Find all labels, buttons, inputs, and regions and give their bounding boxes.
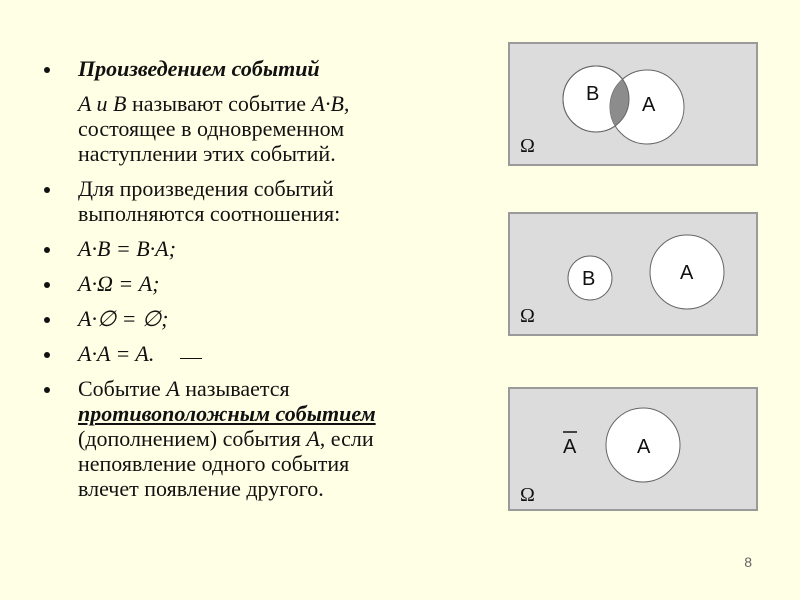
text-line: Для произведения событий [78,176,334,201]
bullet-list [40,56,460,511]
overbar-mark [180,358,202,359]
text-fragment: называется [179,376,290,401]
label-b: B [582,268,596,290]
label-a: A [637,436,651,458]
formula: A·B = B·A; [78,236,176,261]
bullet-product-definition [40,56,460,81]
event-a: A [306,426,320,451]
bullet-dot [44,67,50,73]
omega-label: Ω [520,135,535,157]
text-line: состоящее в одновременном [78,116,345,141]
venn-intersection-diagram [510,44,756,164]
venn-panel-intersection [508,42,758,166]
event-a: A [166,376,180,401]
venn-disjoint-diagram [510,214,756,334]
label-a: A [680,262,694,284]
page-number: 8 [744,554,752,570]
formula: A·∅ = ∅; [78,306,169,331]
label-a: A [642,94,656,116]
omega-label: Ω [520,484,535,506]
text-line: влечет появление другого. [78,476,324,501]
bullet-dot [44,387,50,393]
bullet-dot [44,247,50,253]
label-b: B [586,83,600,105]
formula: A·A = A. [78,341,155,366]
bullet-dot [44,187,50,193]
text-line: непоявление одного события [78,451,350,476]
events-a-b: A и B [78,91,127,116]
term-complement: противоположным событием [78,401,376,426]
term-product: Произведением событий [78,56,320,81]
text-fragment: называют событие [126,91,312,116]
bullet-commutative [40,236,460,261]
text-line: наступлении этих событий. [78,141,336,166]
formula: A·Ω = A; [78,271,160,296]
text-fragment: Событие [78,376,167,401]
bullet-omega [40,271,460,296]
text-line: выполняются соотношения: [78,201,341,226]
venn-panel-complement [508,387,758,511]
bullet-complement [40,376,460,501]
bullet-dot [44,282,50,288]
omega-label: Ω [520,305,535,327]
label-a-complement: A [563,436,577,458]
product-ab: A·B, [311,91,350,116]
bullet-dot [44,317,50,323]
product-definition-text [40,91,460,166]
bullet-dot [44,352,50,358]
venn-panel-disjoint [508,212,758,336]
venn-complement-diagram [510,389,756,509]
text-fragment: , если [319,426,374,451]
text-fragment: (дополнением) события [78,426,307,451]
bullet-empty [40,306,460,331]
bullet-idempotent [40,341,460,366]
bullet-relations [40,176,460,226]
